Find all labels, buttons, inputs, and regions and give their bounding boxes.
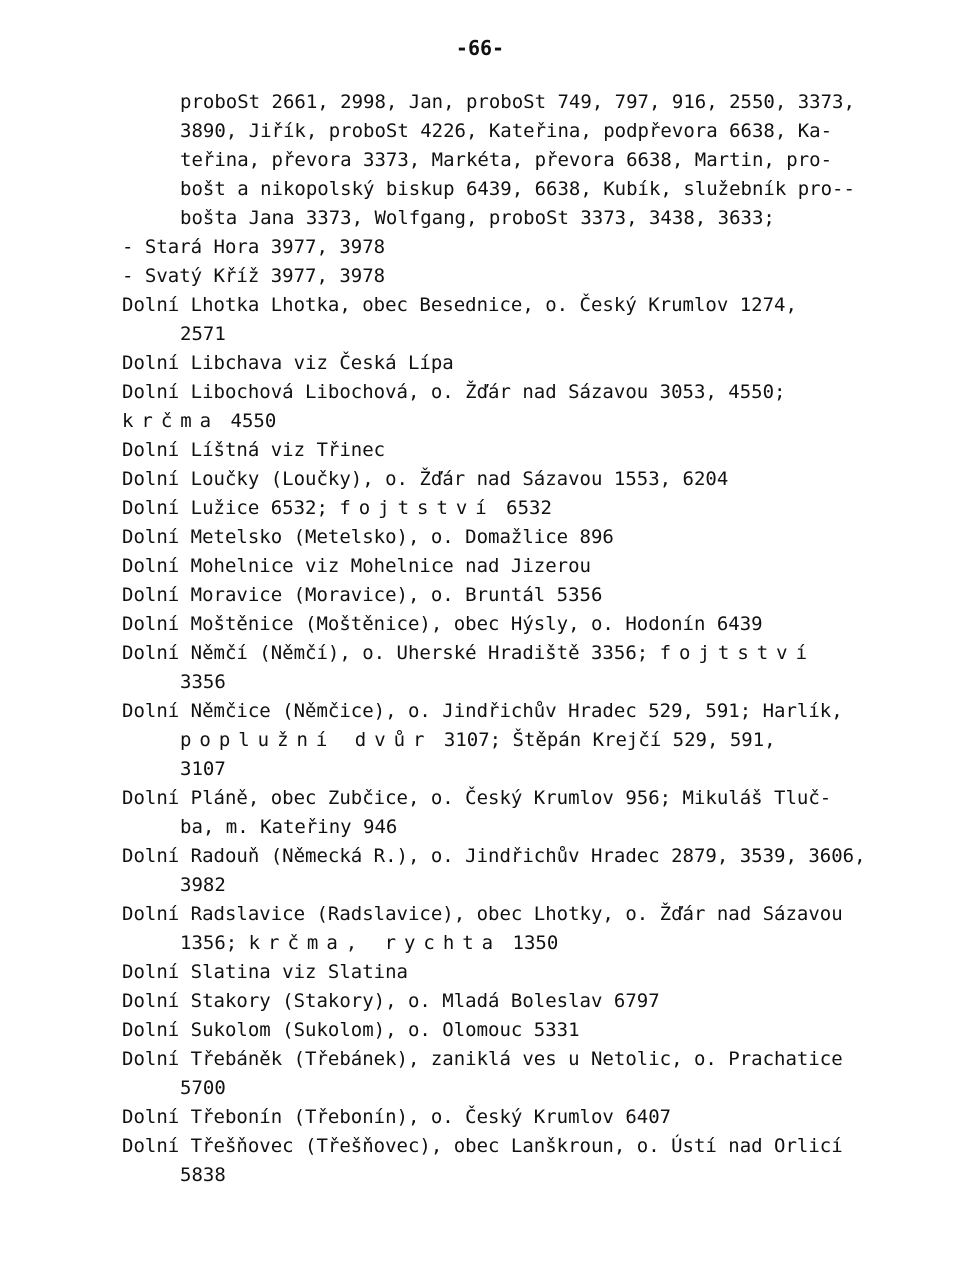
line-text: bošta Jana 3373, Wolfgang, proboSt 3373, 3438, 3633; <box>180 207 775 229</box>
index-line <box>122 958 882 987</box>
line-text: Dolní Slatina viz Slatina <box>122 961 408 983</box>
index-line <box>122 697 882 726</box>
index-line <box>122 1045 882 1074</box>
line-text: 3107 <box>180 758 226 780</box>
spaced-term: krčma <box>122 410 220 432</box>
line-text: 5700 <box>180 1077 226 1099</box>
index-line <box>122 552 882 581</box>
index-line <box>122 349 882 378</box>
line-text: Dolní Moravice (Moravice), o. Bruntál 5356 <box>122 584 603 606</box>
line-text: Dolní Pláně, obec Zubčice, o. Český Krumlov 956; Mikuláš Tluč- <box>122 787 832 809</box>
index-line <box>122 871 882 900</box>
line-text: Dolní Sukolom (Sukolom), o. Olomouc 5331 <box>122 1019 580 1041</box>
line-text: bošt a nikopolský biskup 6439, 6638, Kubík, služebník pro-- <box>180 178 855 200</box>
line-text: Dolní Němčí (Němčí), o. Uherské Hradiště 3356; <box>122 642 660 664</box>
index-line <box>122 639 882 668</box>
line-text: teřina, převora 3373, Markéta, převora 6638, Martin, pro- <box>180 149 833 171</box>
line-text: Dolní Lužice 6532; <box>122 497 340 519</box>
index-line <box>122 900 882 929</box>
line-text: 2571 <box>180 323 226 345</box>
index-line <box>122 465 882 494</box>
page-number: -66- <box>455 36 505 60</box>
index-line <box>122 987 882 1016</box>
line-text: Dolní Třebonín (Třebonín), o. Český Krumlov 6407 <box>122 1106 672 1128</box>
spaced-term: fojtství <box>339 497 495 519</box>
index-line <box>122 929 882 958</box>
spaced-term: fojtství <box>659 642 815 664</box>
line-text: - Stará Hora 3977, 3978 <box>122 236 386 258</box>
index-line <box>122 523 882 552</box>
index-line <box>122 320 882 349</box>
index-line <box>122 1103 882 1132</box>
line-text: Dolní Třešňovec (Třešňovec), obec Lanškroun, o. Ústí nad Orlicí <box>122 1135 843 1157</box>
index-line <box>122 204 882 233</box>
line-text: Dolní Libochová Libochová, o. Žďár nad Sázavou 3053, 4550; <box>122 381 786 403</box>
spaced-term: poplužní dvůr <box>180 729 433 751</box>
index-line <box>122 1161 882 1190</box>
line-text: 5838 <box>180 1164 226 1186</box>
line-text: Dolní Líštná viz Třinec <box>122 439 386 461</box>
index-line <box>122 784 882 813</box>
index-line <box>122 813 882 842</box>
line-text: Dolní Němčice (Němčice), o. Jindřichův Hradec 529, 591; Harlík, <box>122 700 843 722</box>
index-line <box>122 146 882 175</box>
index-line <box>122 1016 882 1045</box>
line-text: 3982 <box>180 874 226 896</box>
line-text: ba, m. Kateřiny 946 <box>180 816 398 838</box>
index-line <box>122 117 882 146</box>
index-line <box>122 291 882 320</box>
index-line <box>122 755 882 784</box>
line-text: 3890, Jiřík, proboSt 4226, Kateřina, podpřevora 6638, Ka- <box>180 120 833 142</box>
line-text: Dolní Mohelnice viz Mohelnice nad Jizerou <box>122 555 591 577</box>
index-line <box>122 842 882 871</box>
line-text: Dolní Libchava viz Česká Lípa <box>122 352 454 374</box>
line-text: 1356; <box>180 932 249 954</box>
spaced-term: krčma, rychta <box>248 932 502 954</box>
index-entries <box>122 88 882 1190</box>
line-text-after: 1350 <box>501 932 559 954</box>
index-line <box>122 1132 882 1161</box>
line-text: Dolní Třebáněk (Třebánek), zaniklá ves u Netolic, o. Prachatice <box>122 1048 843 1070</box>
index-line <box>122 407 882 436</box>
line-text-after: 6532 <box>494 497 552 519</box>
index-line <box>122 378 882 407</box>
line-text: Dolní Radouň (Německá R.), o. Jindřichův Hradec 2879, 3539, 3606, <box>122 845 866 867</box>
index-line <box>122 610 882 639</box>
line-text: Dolní Radslavice (Radslavice), obec Lhotky, o. Žďár nad Sázavou <box>122 903 843 925</box>
line-text: Dolní Metelsko (Metelsko), o. Domažlice 896 <box>122 526 614 548</box>
index-line <box>122 1074 882 1103</box>
line-text: 3356 <box>180 671 226 693</box>
line-text-after: 4550 <box>219 410 277 432</box>
line-text: - Svatý Kříž 3977, 3978 <box>122 265 386 287</box>
line-text: Dolní Stakory (Stakory), o. Mladá Boleslav 6797 <box>122 990 660 1012</box>
index-line <box>122 175 882 204</box>
line-text: proboSt 2661, 2998, Jan, proboSt 749, 797, 916, 2550, 3373, <box>180 91 855 113</box>
index-line <box>122 668 882 697</box>
index-line <box>122 88 882 117</box>
index-line <box>122 233 882 262</box>
index-line <box>122 436 882 465</box>
index-line <box>122 494 882 523</box>
line-text: Dolní Loučky (Loučky), o. Žďár nad Sázavou 1553, 6204 <box>122 468 729 490</box>
line-text: Dolní Moštěnice (Moštěnice), obec Hýsly, o. Hodonín 6439 <box>122 613 763 635</box>
line-text: Dolní Lhotka Lhotka, obec Besednice, o. Český Krumlov 1274, <box>122 294 797 316</box>
index-line <box>122 581 882 610</box>
index-line <box>122 726 882 755</box>
index-line <box>122 262 882 291</box>
line-text-after: 3107; Štěpán Krejčí 529, 591, <box>432 729 776 751</box>
